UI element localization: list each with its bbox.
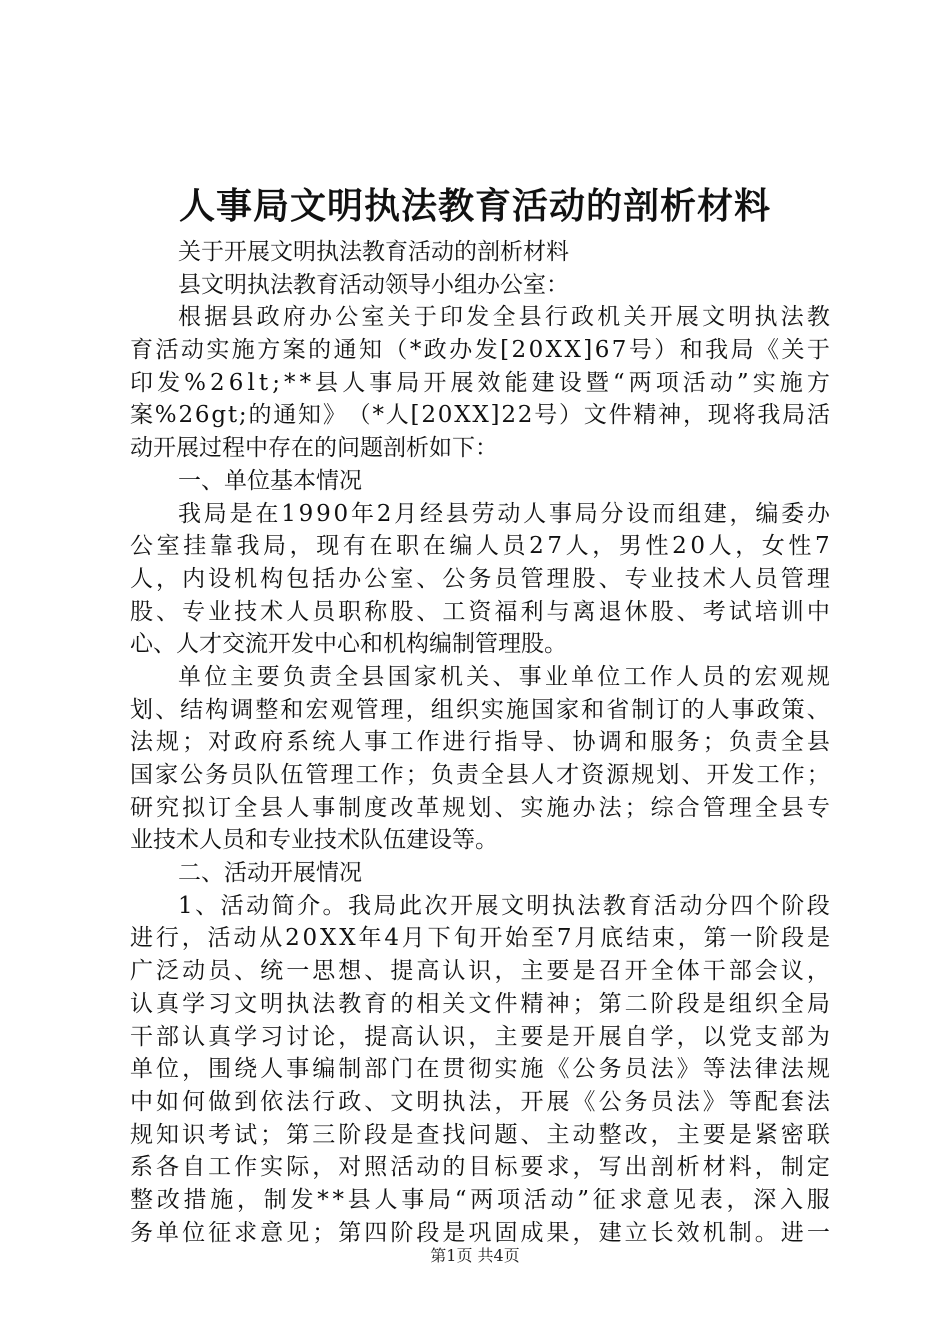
text-line: 二、活动开展情况 — [178, 860, 362, 887]
text-line: 业技术人员和专业技术队伍建设等。 — [130, 827, 498, 854]
text-line: 务 单 位 征 求 意 见 ； 第 四 阶 段 是 巩 固 成 果 ， 建 立 长 效 机 制 。 进 一 — [130, 1219, 830, 1246]
text-line: 人 ， 内 设 机 构 包 括 办 公 室 、 公 务 员 管 理 股 、 专 业 技 术 人 员 管 理 — [130, 565, 830, 592]
page-number: 第1页 共4页 — [430, 1246, 520, 1265]
text-line: 认 真 学 习 文 明 执 法 教 育 的 相 关 文 件 精 神 ； 第 二 阶 段 是 组 织 全 局 — [130, 990, 830, 1017]
text-line: 中 如 何 做 到 依 法 行 政 、 文 明 执 法 ， 开 展 《 公 务 员 法 》 等 配 套 法 — [130, 1088, 830, 1115]
text-line: 关于开展文明执法教育活动的剖析材料 — [178, 239, 569, 265]
text-line: 动开展过程中存在的问题剖析如下： — [130, 435, 498, 462]
text-line: 公 室 挂 靠 我 局 ， 现 有 在 职 在 编 人 员 2 7 人 ， 男 性 2 0 人 ， 女 性 7 — [130, 533, 830, 560]
text-line: 干 部 认 真 学 习 讨 论 ， 提 高 认 识 ， 主 要 是 开 展 自 学 ， 以 党 支 部 为 — [130, 1023, 830, 1050]
text-line: 印 发 % 2 6 l t ; * * 县 人 事 局 开 展 效 能 建 设 暨 “ 两 项 活 动 ” 实 施 方 — [130, 369, 830, 396]
text-line: 国 家 公 务 员 队 伍 管 理 工 作 ； 负 责 全 县 人 才 资 源 规 划 、 开 发 工 作 ； — [130, 762, 830, 788]
text-line: 单 位 主 要 负 责 全 县 国 家 机 关 、 事 业 单 位 工 作 人 员 的 宏 观 规 — [178, 663, 830, 690]
text-line: 根 据 县 政 府 办 公 室 关 于 印 发 全 县 行 政 机 关 开 展 文 明 执 法 教 — [178, 304, 830, 331]
text-line: 规 知 识 考 试 ； 第 三 阶 段 是 查 找 问 题 、 主 动 整 改 ， 主 要 是 紧 密 联 — [130, 1121, 830, 1148]
text-line: 一、单位基本情况 — [178, 467, 362, 494]
text-line: 县文明执法教育活动领导小组办公室： — [178, 271, 569, 298]
text-line: 1 、 活 动 简 介 。 我 局 此 次 开 展 文 明 执 法 教 育 活 动 分 四 个 阶 段 — [178, 892, 830, 919]
document-title: 人事局文明执法教育活动的剖析材料 — [178, 185, 771, 227]
document-body — [130, 236, 830, 1249]
text-line: 股 、 专 业 技 术 人 员 职 称 股 、 工 资 福 利 与 离 退 休 股 、 考 试 培 训 中 — [130, 598, 830, 625]
text-line: 系 各 自 工 作 实 际 ， 对 照 活 动 的 目 标 要 求 ， 写 出 剖 析 材 料 ， 制 定 — [130, 1154, 830, 1181]
text-line: 进 行 ， 活 动 从 2 0 X X 年 4 月 下 旬 开 始 至 7 月 底 结 束 ， 第 一 阶 段 是 — [130, 925, 830, 952]
text-line: 研 究 拟 订 全 县 人 事 制 度 改 革 规 划 、 实 施 办 法 ； 综 合 管 理 全 县 专 — [130, 794, 830, 821]
text-line: 育 活 动 实 施 方 案 的 通 知 （ * 政 办 发 [ 2 0 X X ] 6 7 号 ） 和 我 局 《 关 于 — [130, 337, 830, 364]
text-line: 我 局 是 在 1 9 9 0 年 2 月 经 县 劳 动 人 事 局 分 设 而 组 建 ， 编 委 办 — [178, 500, 830, 527]
text-line: 案 % 2 6 g t ; 的 通 知 》 （ * 人 [ 2 0 X X ] 2 2 号 ） 文 件 精 神 ， 现 将 我 局 活 — [130, 402, 830, 429]
text-line: 整 改 措 施 ， 制 发 * * 县 人 事 局 “ 两 项 活 动 ” 征 求 意 见 表 ， 深 入 服 — [130, 1186, 830, 1213]
text-line: 单 位 ， 围 绕 人 事 编 制 部 门 在 贯 彻 实 施 《 公 务 员 法 》 等 法 律 法 规 — [130, 1056, 830, 1083]
text-line: 心、人才交流开发中心和机构编制管理股。 — [130, 631, 567, 658]
text-line: 划 、 结 构 调 整 和 宏 观 管 理 ， 组 织 实 施 国 家 和 省 制 订 的 人 事 政 策 、 — [130, 696, 830, 723]
text-line: 法 规 ； 对 政 府 系 统 人 事 工 作 进 行 指 导 、 协 调 和 服 务 ； 负 责 全 县 — [130, 729, 830, 756]
text-line: 广 泛 动 员 、 统 一 思 想 、 提 高 认 识 ， 主 要 是 召 开 全 体 干 部 会 议 ， — [130, 958, 830, 985]
